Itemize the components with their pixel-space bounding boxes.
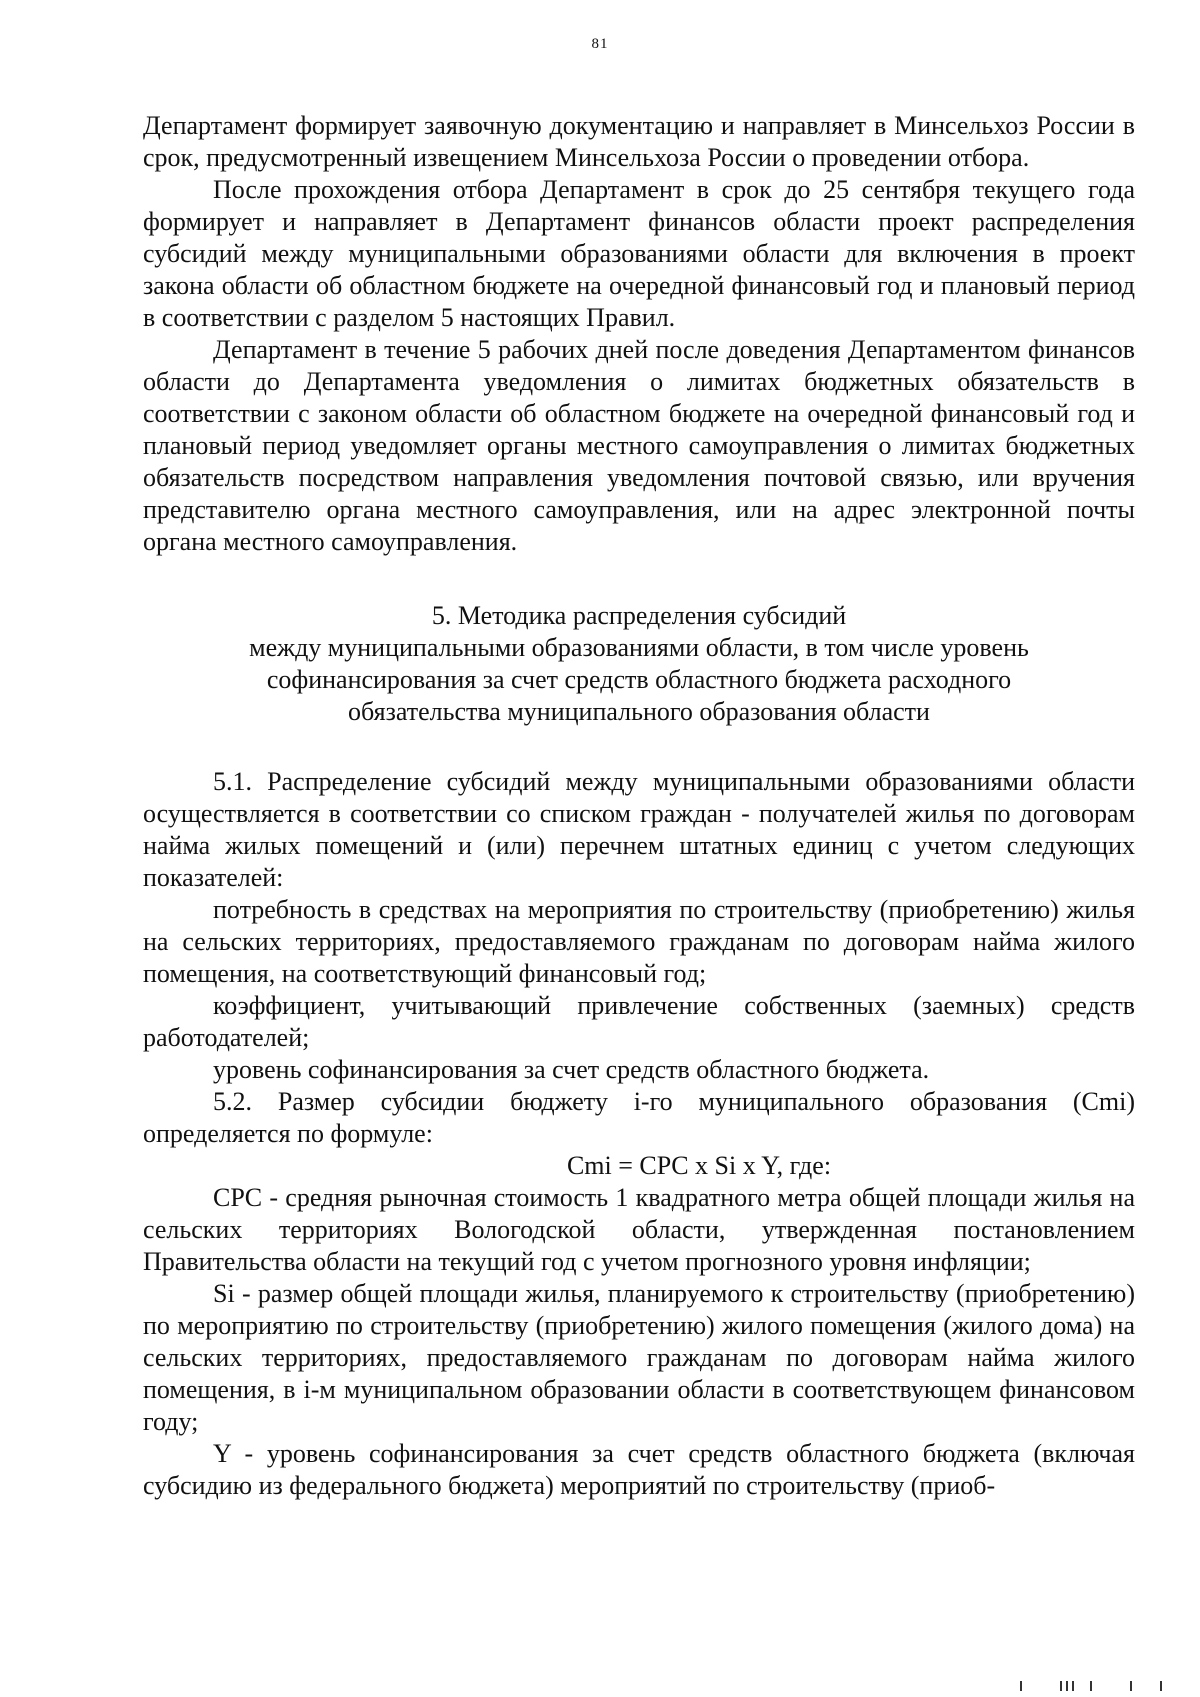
section-heading-line: 5. Методика распределения субсидий	[431, 601, 847, 630]
definition-si: Si - размер общей площади жилья, планируемого к строительству (приобретению) по мероприятию по строительству (приобретению) жилого помещения (жилого дома) на сельских территориях, предоставляемого гражданам по договорам найма жилого помещения, в i-м муниципальном образовании области в соответствующем финансовом году;	[143, 1279, 1135, 1436]
section-5-heading	[143, 600, 1135, 728]
definition-y: Y - уровень софинансирования за счет средств областного бюджета (включая субсидию из федерального бюджета) мероприятий по строительству (приоб-	[143, 1439, 1135, 1500]
scan-barcode-mark	[1020, 1677, 1170, 1691]
document-body	[143, 110, 1135, 1502]
indicator-cofinancing: уровень софинансирования за счет средств областного бюджета.	[213, 1055, 930, 1084]
section-heading-line: между муниципальными образованиями области, в том числе уровень	[249, 633, 1029, 662]
paragraph-application-docs: Департамент формирует заявочную документацию и направляет в Минсельхоз России в срок, предусмотренный извещением Минсельхоза России о проведении отбора.	[143, 111, 1135, 172]
paragraph-after-selection: После прохождения отбора Департамент в срок до 25 сентября текущего года формирует и направляет в Департамент финансов области проект распределения субсидий между муниципальными образованиями области для включения в проект закона области об областном бюджете на очередной финансовый год и плановый период в соответствии с разделом 5 настоящих Правил.	[143, 175, 1135, 332]
section-heading-line: обязательства муниципального образования области	[348, 697, 930, 726]
paragraph-limits-notification: Департамент в течение 5 рабочих дней после доведения Департаментом финансов области до Департамента уведомления о лимитах бюджетных обязательств в соответствии с законом области об областном бюджете на очередной финансовый год и плановый период уведомляет органы местного самоуправления о лимитах бюджетных обязательств посредством направления уведомления почтовой связью, или вручения представителю органа местного самоуправления, или на адрес электронной почты органа местного самоуправления.	[143, 335, 1135, 556]
indicator-need: потребность в средствах на мероприятия по строительству (приобретению) жилья на сельских территориях, предоставляемого гражданам по договорам найма жилого помещения, на соответствующий финансовый год;	[143, 895, 1135, 988]
paragraph-5-1: 5.1. Распределение субсидий между муниципальными образованиями области осуществляется в соответствии со списком граждан - получателей жилья по договорам найма жилых помещений и (или) перечнем штатных единиц с учетом следующих показателей:	[143, 767, 1135, 892]
indicator-coefficient: коэффициент, учитывающий привлечение собственных (заемных) средств работодателей;	[143, 991, 1135, 1052]
page-number: 81	[591, 36, 609, 52]
definition-cpc: CPC - средняя рыночная стоимость 1 квадратного метра общей площади жилья на сельских территориях Вологодской области, утвержденная постановлением Правительства области на текущий год с учетом прогнозного уровня инфляции;	[143, 1183, 1135, 1276]
paragraph-5-2: 5.2. Размер субсидии бюджету i-го муниципального образования (Cmi) определяется по формуле:	[143, 1087, 1135, 1148]
section-heading-line: софинансирования за счет средств областного бюджета расходного	[266, 665, 1012, 694]
subsidy-formula: Cmi = CPC x Si x Y, где:	[566, 1151, 832, 1180]
